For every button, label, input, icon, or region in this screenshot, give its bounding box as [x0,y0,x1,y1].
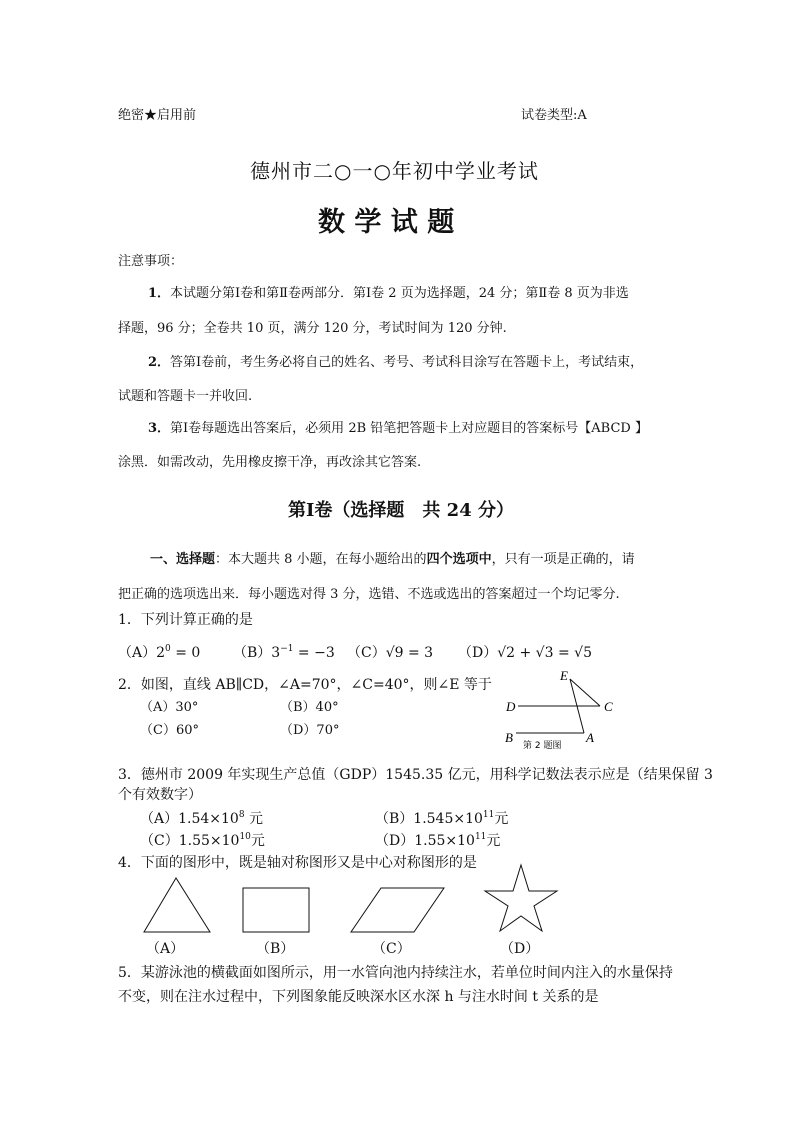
q1-a-rest: = 0 [170,645,201,661]
paper-type: 试卷类型:A [521,108,587,123]
notice-item-3-num: 3． [148,421,171,436]
q3-d-rest: 元 [486,833,501,849]
q3-c-base: （C）1.55×10 [140,833,240,849]
confidential-mark: 绝密★启用前 [118,108,197,123]
q3-c-rest: 元 [250,833,265,849]
point-d-label: D [506,699,516,714]
q1-b-rest: = −3 [293,645,335,661]
rectangle-shape [243,888,309,932]
q2-option-d: （D）70° [280,723,340,738]
notice-item-1-line1: 本试题分第Ⅰ卷和第Ⅱ卷两部分．第Ⅰ卷 2 页为选择题，24 分；第Ⅱ卷 8 页为非选 [170,286,629,301]
q3-line2: 个有效数字） [118,787,202,803]
notice-item-3-line2: 涂黑．如需改动，先用橡皮擦干净，再改涂其它答案. [118,455,422,470]
notice-item-2-line1: 答第Ⅰ卷前，考生务必将自己的姓名、考号、考试科目涂写在答题卡上，考试结束， [170,355,644,370]
q4-option-b: （B） [256,941,295,957]
notice-item-1-line2: 择题，96 分；全卷共 10 页，满分 120 分，考试时间为 120 分钟. [118,321,507,336]
q3-a-exp: 8 [238,810,245,820]
q1-b-exp: −1 [280,644,294,654]
part1-text2: ，只有一项是正确的，请 [491,552,635,567]
exam-subtitle: 数 学 试 题 [318,207,455,238]
q1-option-d: （D）√2 + √3 = √5 [458,645,592,661]
parallelogram-shape [351,888,444,932]
q1-stem: 1．下列计算正确的是 [118,612,253,628]
q4-option-a: （A） [146,941,185,957]
part1-line2: 把正确的选项选出来．每小题选对得 3 分，选错、不选或选出的答案超过一个均记零分. [118,587,620,602]
q5-line2: 不变，则在注水过程中，下列图象能反映深水区水深 h 与注水时间 t 关系的是 [118,989,599,1005]
notice-heading: 注意事项： [118,254,184,269]
q3-d-base: （D）1.55×10 [375,833,475,849]
section-title: 第Ⅰ卷（选择题 共 24 分） [288,500,515,521]
q4-option-d: （D） [500,941,540,957]
q2-option-b: （B）40° [280,700,339,715]
q3-b-exp: 11 [482,810,495,820]
notice-item-3-line1: 第Ⅰ卷每题选出答案后，必须用 2B 铅笔把答题卡上对应题目的答案标号【ABCD 】 [170,421,648,436]
q3-line1: 3．德州市 2009 年实现生产总值（GDP）1545.35 亿元，用科学记数法表示应是（结果保留 3 [118,767,713,783]
q1-a-base: （A）2 [118,645,166,661]
q2-stem: 2．如图，直线 AB∥CD，∠A=70°，∠C=40°，则∠E 等于 [118,677,492,693]
point-b-label: B [505,730,513,745]
q1-option-c: （C）√9 = 3 [347,645,434,661]
q1-b-base: （B）3 [233,645,281,661]
q3-a-rest: 元 [249,811,264,827]
q4-option-c: （C） [372,941,411,957]
notice-item-1-num: 1． [148,286,171,301]
q3-c-exp: 10 [239,832,251,842]
notice-item-2-line2: 试题和答题卡一并收回. [118,389,253,404]
point-e-label: E [560,668,568,683]
part1-bold1: 四个选项中 [426,552,492,567]
part1-text1: ：本大题共 8 小题，在每小题给出的 [215,552,427,567]
q2-option-c: （C）60° [140,723,199,738]
q3-d-exp: 11 [474,832,487,842]
part1-label: 一、选择题 [150,552,216,567]
q3-a-base: （A）1.54×10 [140,811,239,827]
q5-line1: 5．某游泳池的横截面如图所示，用一水管向池内持续注水，若单位时间内注入的水量保持 [118,965,673,981]
q4-stem: 4．下面的图形中，既是轴对称图形又是中心对称图形的是 [118,855,477,871]
triangle-shape [144,878,210,932]
star-shape [485,865,557,931]
notice-item-2-num: 2． [148,355,171,370]
exam-title: 德州市二○一○年初中学业考试 [250,159,539,183]
point-a-label: A [586,730,594,745]
q3-b-base: （B）1.545×10 [375,811,483,827]
q2-option-a: （A）30° [140,700,199,715]
q1-a-exp: 0 [165,644,171,654]
point-c-label: C [604,699,613,714]
q3-b-rest: 元 [494,811,509,827]
q2-figure-caption: 第 2 题图 [523,741,562,751]
